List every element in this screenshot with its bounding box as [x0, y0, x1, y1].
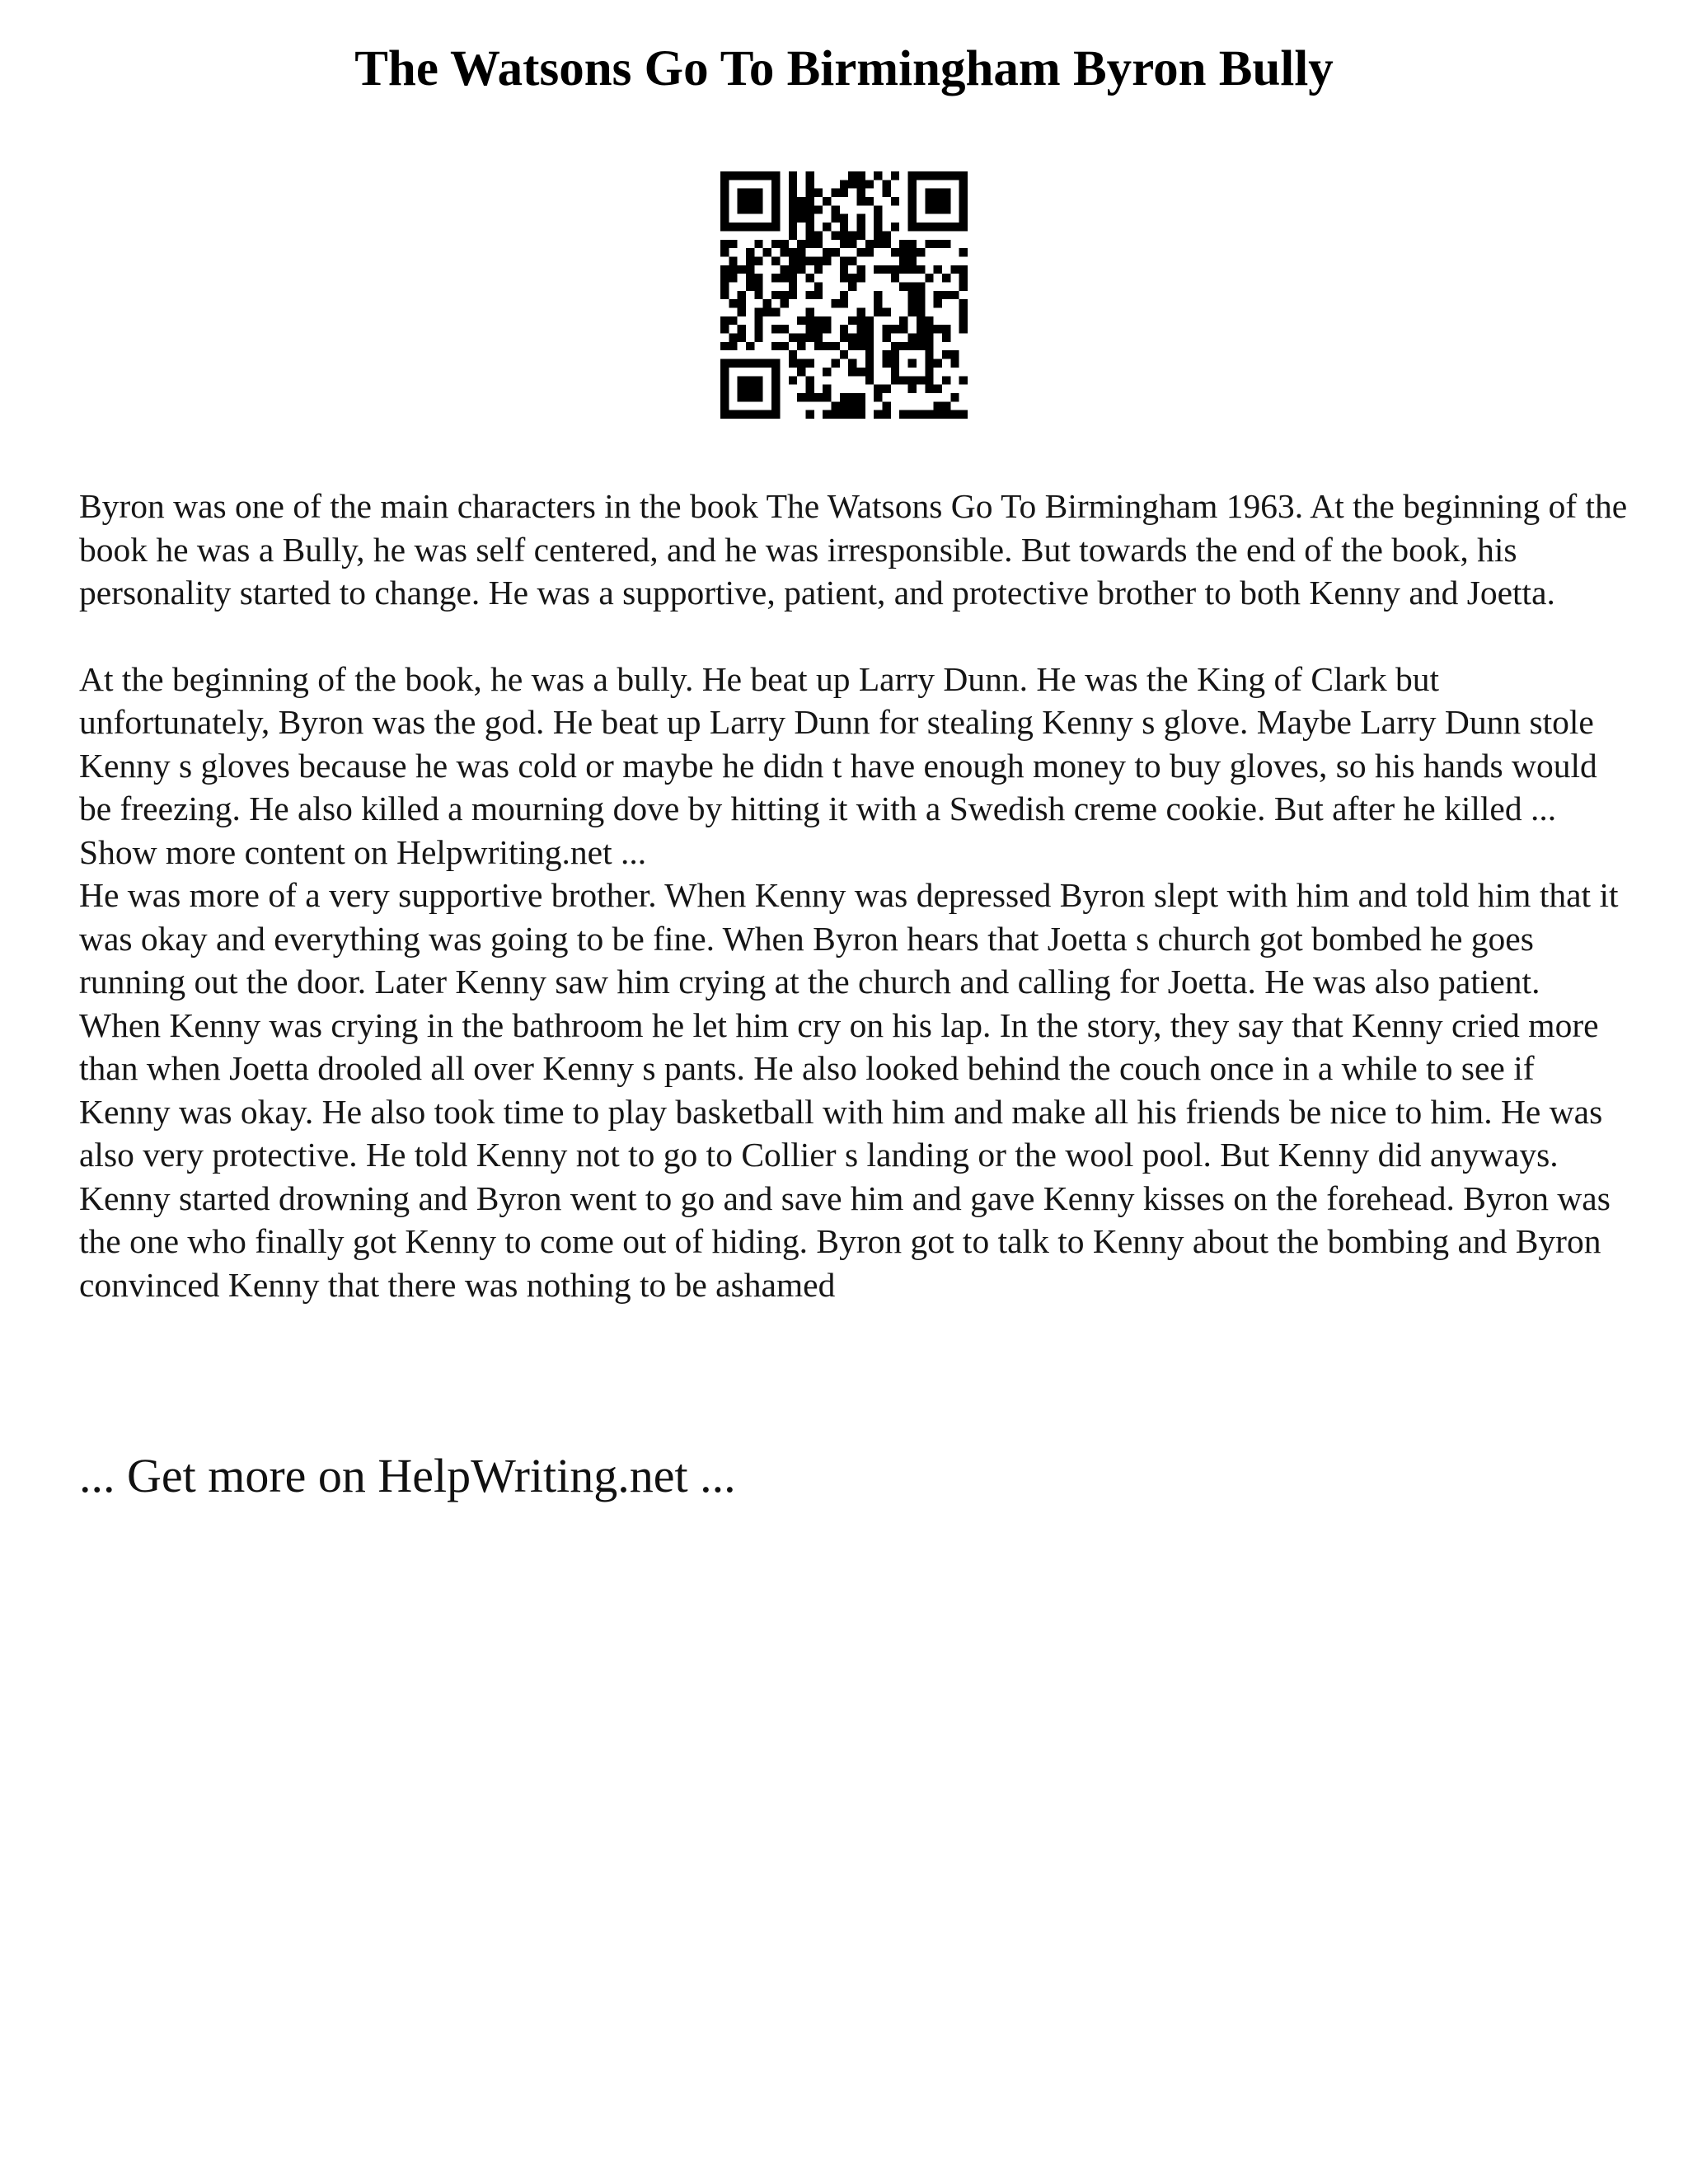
paragraph-bully: At the beginning of the book, he was a bully. He beat up Larry Dunn. He was the King of Clark but unfortunately, Byron was the god. He beat up Larry Dunn for stealing Kenny s glove. Maybe Larry Dunn stole Kenny s gloves because he was cold or maybe he didn t have enough money to buy gloves, so his hands would be freezing. He also killed a mourning dove by hitting it with a Swedish creme cookie. But after he killed ... Show more content on Helpwriting.net ...	[79, 659, 1597, 871]
page-title: The Watsons Go To Birmingham Byron Bully	[354, 41, 1334, 96]
paragraph-intro: Byron was one of the main characters in the book The Watsons Go To Birmingham 1963. At the beginning of the book he was a Bully, he was self centered, and he was irresponsible. But towards the end of the book, his personality started to change. He was a supportive, patient, and protective brother to both Kenny and Joetta.	[79, 487, 1628, 612]
qr-code-image	[720, 171, 968, 419]
get-more-link[interactable]: ... Get more on HelpWriting.net ...	[79, 1449, 736, 1502]
paragraph-supportive: He was more of a very supportive brother. When Kenny was depressed Byron slept with him and told him that it was okay and everything was going to be fine. When Byron hears that Joetta s church got bombed he goes running out the door. Later Kenny saw him crying at the church and calling for Joetta. He was also patient. When Kenny was crying in the bathroom he let him cry on his lap. In the story, they say that Kenny cried more than when Joetta drooled all over Kenny s pants. He also looked behind the couch once in a while to see if Kenny was okay. He also took time to play basketball with him and make all his friends be nice to him. He was also very protective. He told Kenny not to go to Collier s landing or the wool pool. But Kenny did anyways. Kenny started drowning and Byron went to go and save him and gave Kenny kisses on the forehead. Byron was the one who finally got Kenny to come out of hiding. Byron got to talk to Kenny about the bombing and Byron convinced Kenny that there was nothing to be ashamed	[79, 876, 1619, 1304]
article-body	[79, 485, 1629, 1306]
